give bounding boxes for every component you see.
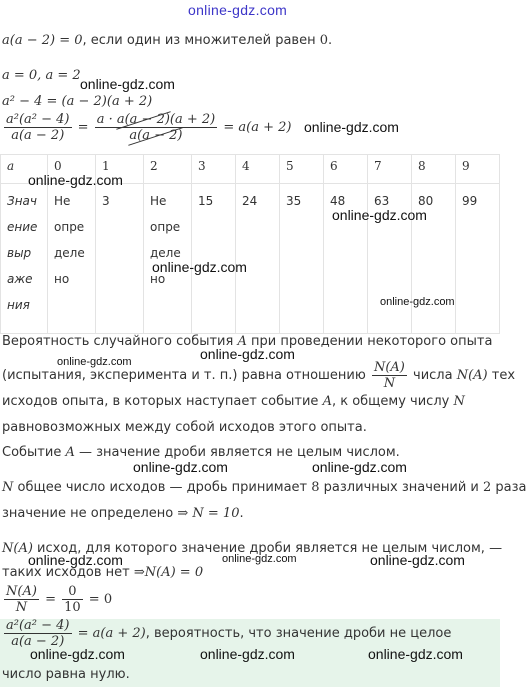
fraction-cancelled: $\frac{a \cdot a(a - 2)(a + 2)}{a(a - 2)}$ [96, 112, 216, 143]
line-1-zero: 0 [319, 33, 329, 48]
table-cell: 63 [368, 184, 412, 334]
line-factor: a² − 4 = (a − 2)(a + 2) [2, 94, 153, 109]
watermark: online-gdz.com [133, 459, 228, 475]
table-cell: 2 [144, 155, 192, 184]
table-cell: 80 [412, 184, 456, 334]
watermark: online-gdz.com [30, 646, 125, 662]
watermark: online-gdz.com [152, 259, 247, 275]
table-cell: 35 [280, 184, 324, 334]
table-cell: 24 [236, 184, 280, 334]
line-equation-1: a(a − 2) = 0, если один из множителей равен 0. [2, 33, 333, 48]
watermark-top: online-gdz.com [188, 2, 288, 18]
table-cell: 99 [456, 184, 500, 334]
line-1-text: , если один из множителей равен [82, 33, 320, 48]
answer-line-2: число равна нулю. [2, 667, 130, 682]
table-cell: 9 [456, 155, 500, 184]
watermark: online-gdz.com [28, 552, 123, 568]
table-row [1, 184, 500, 334]
watermark: online-gdz.com [380, 296, 455, 308]
fraction-original: $\frac{\text{a²(a² − 4)}}{a(a - 2)}$ [6, 112, 70, 143]
table-cell: 6 [324, 155, 368, 184]
watermark: online-gdz.com [80, 76, 175, 92]
watermark: online-gdz.com [28, 172, 123, 188]
watermark: online-gdz.com [304, 119, 399, 135]
definition-line-4: равновозможных между собой исходов этого опыта. [2, 420, 367, 435]
table-cell: 7 [368, 155, 412, 184]
watermark: online-gdz.com [200, 346, 295, 362]
equation-a-a-minus-2: a(a − 2) = 0 [2, 33, 83, 48]
table-cell: 4 [236, 155, 280, 184]
answer-line-1: $\frac{\text{a²(a² − 4)}}{a(a - 2)}$ = a(a + 2), вероятность, что значение дроби не целое [6, 618, 452, 649]
definition-line-2: (испытания, эксперимента и т. п.) равна отношению $\frac{N(A)}{N}$ числа N(A) тех [2, 360, 516, 391]
table-cell: 3 [192, 155, 236, 184]
watermark: online-gdz.com [222, 553, 297, 565]
definition-line-1: Вероятность случайного события A при проведении некоторого опыта [2, 334, 493, 349]
table-cell: 15 [192, 184, 236, 334]
watermark: online-gdz.com [200, 646, 295, 662]
total-outcomes-line: N общее число исходов — дробь принимает 8 различных значений и 2 раза [2, 480, 527, 495]
table-cell-label: Знач ение выр аже ния [1, 184, 48, 334]
table-cell: 8 [412, 155, 456, 184]
no-outcomes-line: таких исходов нет ⇒N(A) = 0 [2, 565, 204, 580]
watermark: online-gdz.com [332, 207, 427, 223]
line-roots: a = 0, a = 2 [2, 68, 81, 83]
simplified-result: = a(a + 2) [223, 120, 292, 135]
table-cell: 1 [96, 155, 144, 184]
table-cell: Не опре деле но [48, 184, 96, 334]
table-cell: 48 [324, 184, 368, 334]
table-cell: 5 [280, 155, 324, 184]
line-simplification [2, 112, 292, 143]
table-cell: a [1, 155, 48, 184]
watermark: online-gdz.com [312, 459, 407, 475]
watermark: online-gdz.com [57, 356, 132, 368]
event-a-line: Событие A — значение дроби является не целым числом. [2, 445, 400, 460]
undefined-line: значение не определено ⇒ N = 10. [2, 506, 244, 521]
table-cell: 0 [48, 155, 96, 184]
probability-calculation: $\frac{N(A)}{N}$ = $\frac{0}{10}$ = 0 [6, 584, 113, 615]
watermark: online-gdz.com [370, 552, 465, 568]
watermark: online-gdz.com [368, 646, 463, 662]
definition-line-3: исходов опыта, в которых наступает событие A, к общему числу N [2, 394, 465, 409]
table-cell: 3 [96, 184, 144, 334]
equals-sign: = [77, 120, 89, 135]
favorable-outcomes-line: N(A) исход, для которого значение дроби является не целым числом, — [2, 541, 503, 556]
table-cell: Не опре деле но [144, 184, 192, 334]
